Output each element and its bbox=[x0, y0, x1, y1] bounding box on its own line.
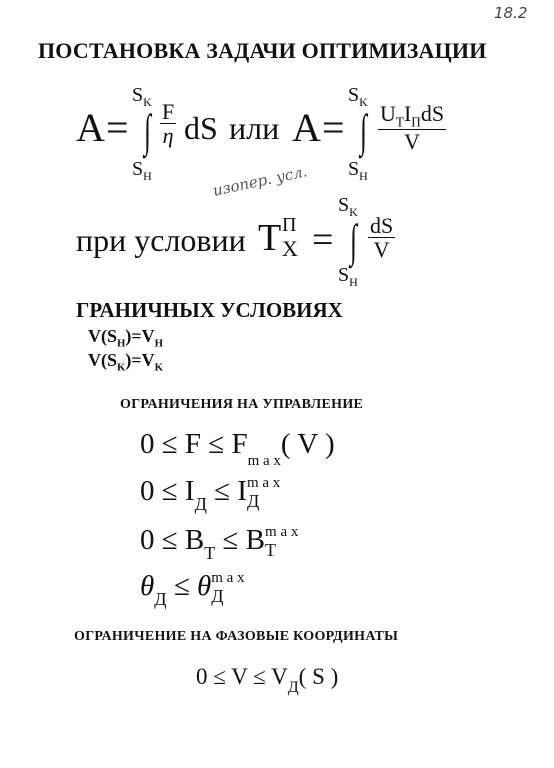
phase-heading: ОГРАНИЧЕНИЕ НА ФАЗОВЫЕ КООРДИНАТЫ bbox=[74, 629, 399, 644]
eq1-lhs: A bbox=[76, 105, 105, 150]
integral-icon: ∫ bbox=[360, 105, 367, 156]
eq2-equals: = bbox=[312, 219, 334, 261]
eq2-T-sub: X bbox=[282, 236, 298, 261]
eq1-connector: или bbox=[229, 110, 280, 146]
eq1b-lower-limit: $S_Н$ bbox=[348, 158, 368, 183]
eq2-frac-num: dS bbox=[370, 213, 394, 238]
control-current-limit: $0 \le I_Д \le I$ m a x Д bbox=[140, 475, 281, 514]
eq2-fraction bbox=[368, 214, 395, 261]
eq2-lower-limit: $S_Н$ bbox=[338, 264, 358, 289]
page-mark: 18.2 bbox=[494, 4, 528, 22]
eq1-equals: = bbox=[106, 105, 129, 150]
eq1-frac2-num: $U_ТI_ПdS$ bbox=[380, 101, 445, 130]
eq1-fraction bbox=[160, 100, 176, 147]
eq1-tail: dS bbox=[184, 110, 218, 146]
eq1-equals2: = bbox=[322, 105, 345, 150]
integral-icon: ∫ bbox=[350, 215, 357, 266]
eq2-frac-den: V bbox=[373, 237, 390, 263]
boundary-line-start: $V(S_Н)=V_Н$ bbox=[88, 326, 164, 350]
boundary-line-end: $V(S_K)=V_K$ bbox=[88, 350, 164, 374]
eq1-frac2-den: V bbox=[404, 129, 420, 155]
page-title: ПОСТАНОВКА ЗАДАЧИ ОПТИМИЗАЦИИ bbox=[38, 38, 487, 63]
eq2-upper-limit: $S_K$ bbox=[338, 194, 358, 219]
control-heading: ОГРАНИЧЕНИЯ НА УПРАВЛЕНИЕ bbox=[120, 397, 364, 412]
eq2-T-sup: П bbox=[282, 214, 297, 236]
boundary-heading: ГРАНИЧНЫХ УСЛОВИЯХ bbox=[76, 298, 343, 322]
eq2-T: T bbox=[258, 217, 282, 259]
control-brake-limit: $0 \le B_T \le B$ m a x T bbox=[140, 524, 299, 563]
handwritten-note: изопер. усл. bbox=[211, 162, 309, 200]
eq1-lhs2: A bbox=[292, 105, 321, 150]
control-force-limit: $0 \le F \le F_{m a x}$( V ) bbox=[140, 428, 335, 469]
eq1-fraction2 bbox=[378, 102, 446, 153]
eq2-prefix: при условии bbox=[76, 222, 246, 258]
control-temperature-limit: $\theta_Д \le \theta$ m a x Д bbox=[140, 570, 245, 609]
integral-icon: ∫ bbox=[144, 105, 151, 156]
eq1-frac-num: F bbox=[162, 99, 175, 124]
phase-speed-limit: $0 \le V \le V_Д$( S ) bbox=[196, 664, 339, 696]
eq1-lower-limit: $S_Н$ bbox=[132, 158, 152, 183]
eq1b-upper-limit: $S_K$ bbox=[348, 84, 368, 109]
eq1-frac-den: η bbox=[162, 123, 174, 149]
eq1-upper-limit: $S_K$ bbox=[132, 84, 152, 109]
